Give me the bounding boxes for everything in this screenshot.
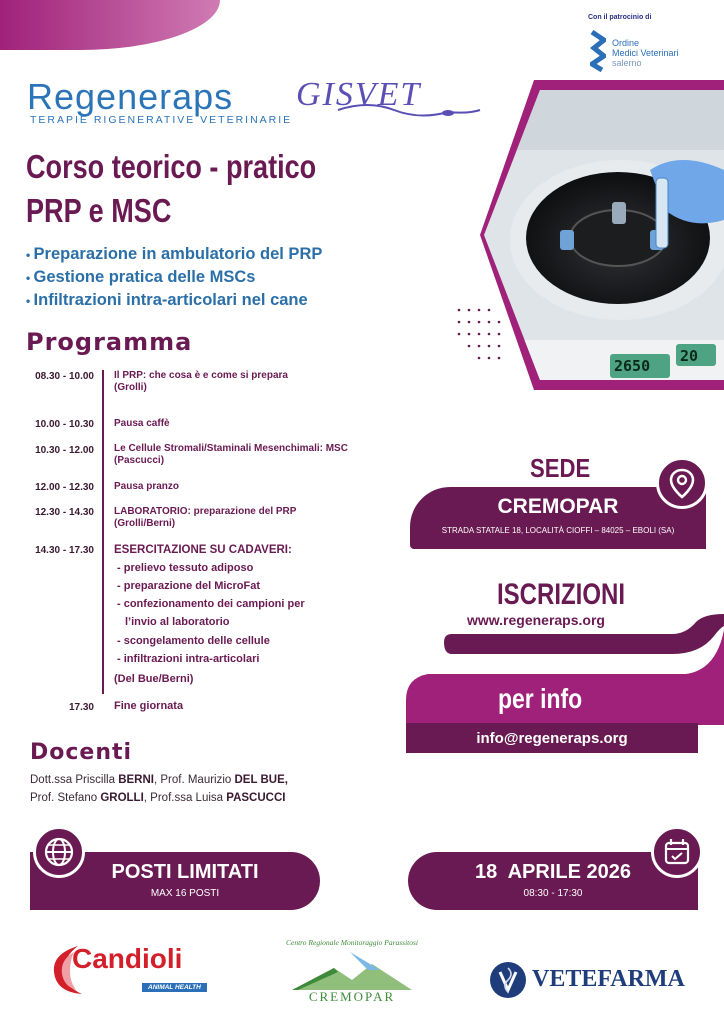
program-event	[114, 418, 404, 430]
docente-surname: GROLLI	[100, 792, 144, 804]
program-time: 10.00 - 10.30	[35, 419, 94, 430]
program-event-speaker: (Grolli)	[114, 382, 147, 393]
posti-subtitle: MAX 16 POSTI	[150, 888, 220, 899]
calendar-icon	[654, 829, 700, 875]
gisvet-wave-icon	[298, 96, 482, 124]
gisvet-logo-text: GISVET	[296, 76, 422, 113]
event-date: 18 APRILE 2026	[474, 861, 631, 883]
iscrizioni-url[interactable]: www.regeneraps.org	[467, 612, 605, 628]
docente-prefix: , Prof.ssa Luisa	[143, 792, 227, 804]
docente-surname: PASCUCCI	[226, 792, 286, 804]
program-subitem: l’invio al laboratorio	[125, 616, 230, 628]
docente-prefix: Dott.ssa Priscilla	[30, 774, 119, 786]
posti-title: POSTI LIMITATI	[111, 861, 259, 883]
program-event-text: Il PRP: che cosa è e come si prepara	[114, 370, 288, 381]
course-title-line2: PRP e MSC	[26, 192, 172, 229]
docente-surname: BERNI	[118, 774, 154, 786]
course-title-line1: Corso teorico - pratico	[26, 148, 317, 185]
program-subitem: - scongelamento delle cellule	[117, 635, 270, 647]
program-time: 14.30 - 17.30	[35, 545, 94, 556]
docenti-title: Docenti	[30, 740, 133, 765]
program-event-text: Pausa pranzo	[114, 481, 180, 492]
program-event	[114, 481, 404, 493]
globe-badge	[33, 826, 85, 878]
program-event	[114, 370, 294, 394]
program-event-speaker: (Pascucci)	[114, 455, 165, 466]
program-event-text: Pausa caffè	[114, 418, 170, 429]
docenti-line-2	[30, 792, 285, 804]
cremopar-text: CREMOPAR	[308, 989, 396, 1004]
location-pin-icon	[659, 460, 705, 506]
ordine-line1: Ordine	[612, 38, 640, 48]
program-event-text: Fine giornata	[114, 700, 184, 712]
globe-icon	[36, 829, 82, 875]
topic-item: • Infiltrazioni intra-articolari nel cane	[26, 289, 322, 312]
regeneraps-subtitle: TERAPIE RIGENERATIVE VETERINARIE	[30, 114, 293, 126]
docenti-line-1	[30, 774, 288, 786]
ordine-line2: Medici Veterinari	[612, 48, 679, 58]
topic-list	[26, 243, 322, 312]
program-subitem: (Del Bue/Berni)	[114, 673, 194, 685]
program-subitem: - confezionamento dei campioni per	[117, 598, 305, 610]
candioli-sub: ANIMAL HEALTH	[142, 983, 207, 992]
docente-surname: DEL BUE,	[234, 774, 288, 786]
program-time: 10.30 - 12.00	[35, 445, 94, 456]
calendar-badge	[651, 826, 703, 878]
event-hours: 08:30 - 17:30	[523, 888, 583, 899]
ordine-line3: salerno	[612, 58, 642, 68]
timeline-line	[102, 370, 104, 694]
program-title: Programma	[26, 328, 193, 356]
program-event-text: ESERCITAZIONE SU CADAVERI:	[114, 544, 292, 556]
iscrizioni-title: ISCRIZIONI	[497, 578, 626, 611]
centrifuge-display-2: 20	[680, 347, 699, 365]
top-decoration	[0, 0, 220, 50]
program-time: 12.30 - 14.30	[35, 507, 94, 518]
program-event	[114, 506, 404, 530]
docente-prefix: , Prof. Maurizio	[153, 774, 235, 786]
regeneraps-logo: Regeneraps	[27, 76, 234, 117]
program-event	[114, 700, 404, 712]
program-time: 08.30 - 10.00	[35, 371, 94, 382]
docente-prefix: Prof. Stefano	[30, 792, 101, 804]
candioli-text: Candioli	[72, 943, 183, 974]
info-title: per info	[498, 683, 583, 714]
location-pin-badge	[656, 457, 708, 509]
program-time: 12.00 - 12.30	[35, 482, 94, 493]
program-event	[114, 443, 404, 467]
vetefarma-emblem-icon	[488, 960, 528, 1000]
topic-item: • Gestione pratica delle MSCs	[26, 266, 322, 289]
sede-address: STRADA STATALE 18, LOCALITÀ CIOFFI – 84025 – EBOLI (SA)	[441, 526, 675, 535]
topic-item: • Preparazione in ambulatorio del PRP	[26, 243, 322, 266]
program-event-speaker: (Grolli/Berni)	[114, 518, 176, 529]
program-event	[114, 544, 404, 556]
dot-pattern	[455, 300, 555, 380]
centrifuge-display: 2650	[614, 357, 651, 375]
program-event-text: Le Cellule Stromali/Staminali Mesenchimali: MSC	[114, 443, 348, 454]
ordine-logo-icon	[590, 30, 606, 72]
vetefarma-text: VETEFARMA	[532, 966, 685, 992]
program-subitem: - preparazione del MicroFat	[117, 580, 261, 592]
cremopar-arc-text: Centro Regionale Monitoraggio Parassitosi	[285, 938, 418, 947]
ordine-logo-text	[612, 38, 679, 68]
program-subitem: - prelievo tessuto adiposo	[117, 562, 254, 574]
program-subitem: - infiltrazioni intra-articolari	[117, 653, 260, 665]
info-email[interactable]: info@regeneraps.org	[476, 730, 628, 747]
sede-name: CREMOPAR	[497, 495, 619, 518]
program-time: 17.30	[68, 702, 94, 713]
sede-title: SEDE	[530, 453, 591, 483]
patrocinio-label: Con il patrocinio di	[588, 14, 652, 21]
program-event-text: LABORATORIO: preparazione del PRP	[114, 506, 297, 517]
